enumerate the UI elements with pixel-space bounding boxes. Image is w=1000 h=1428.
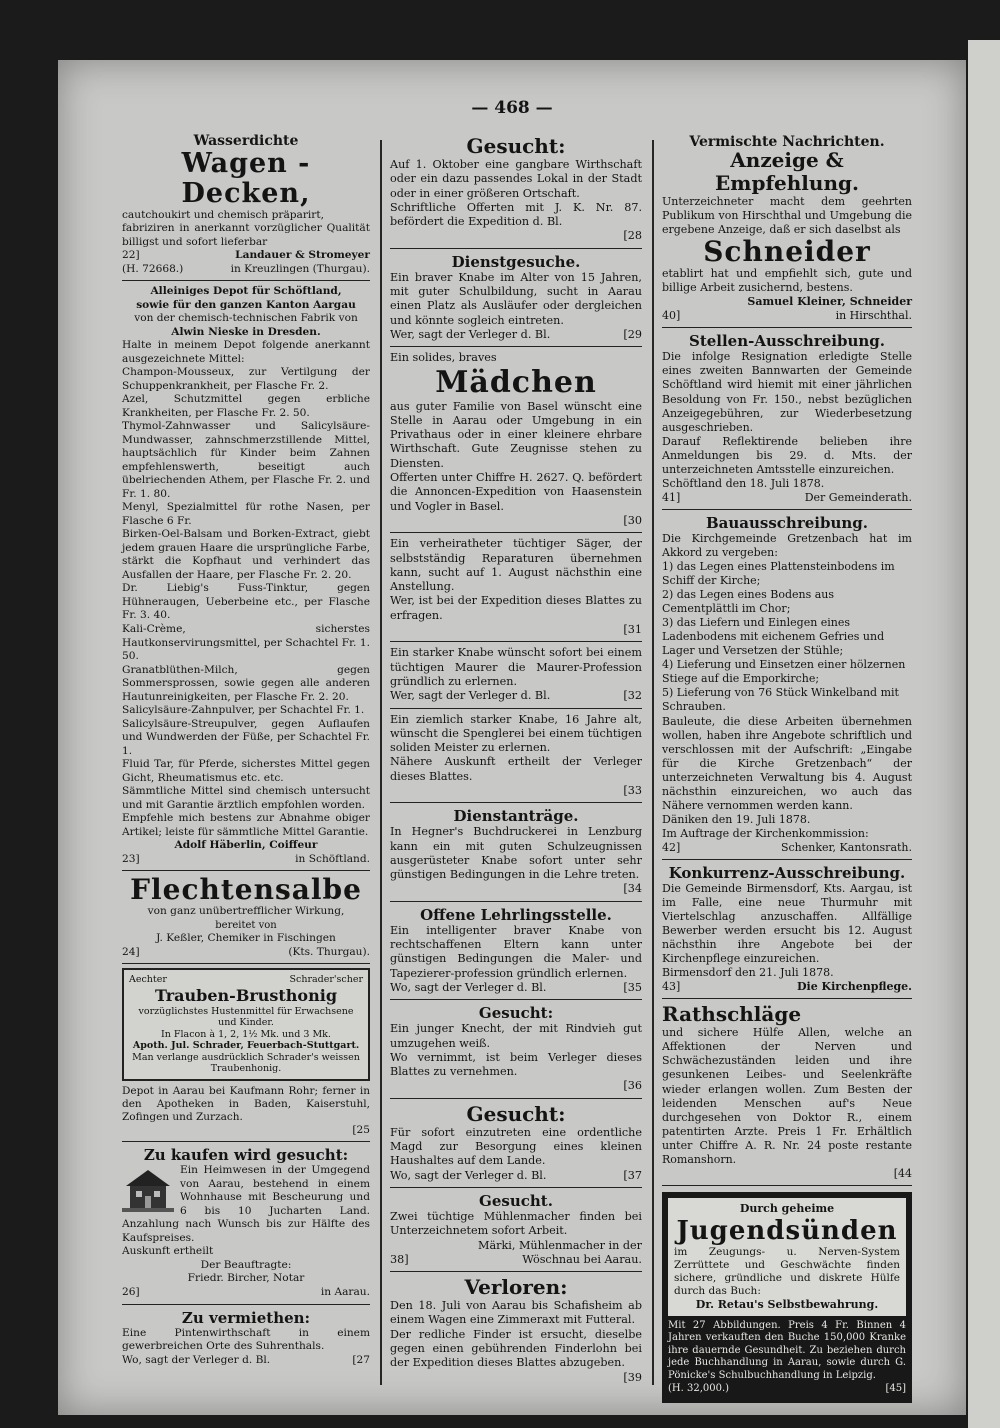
ad-body: Bauleute, die diese Arbeiten übernehmen wollen, haben ihre Angebote schriftlich und verschlossen mit der Aufschrift: „Eingabe für die Kirche Gretzenbach“ der unterzeichneten Verwaltung bis 4. August nächsthin einzureichen, wo auch das Nähere vernommen werden kann. — [662, 714, 912, 812]
ad-place: in Schöftland. — [295, 852, 370, 865]
ad-line: Wer, sagt der Verleger d. Bl. — [390, 689, 551, 703]
ad-line: cautchoukirt und chemisch präparirt, — [122, 208, 324, 221]
ad-number: [44 — [893, 1166, 912, 1180]
ad-date: Schöftland den 18. Juli 1878. — [662, 476, 825, 490]
ad-signature — [122, 249, 370, 263]
ad-signature — [390, 981, 642, 995]
ad-signer: Schenker, Kantonsrath. — [780, 840, 912, 854]
ad-body: aus guter Familie von Basel wünscht eine Stelle in Aarau oder Umgebung in ein Privathaus oder in einer kleinere ehrbare Wirthschaft. Gute Zeugnisse stehen zu Diensten. — [390, 399, 642, 470]
ad-place: in Hirschthal. — [835, 309, 912, 323]
ad-signature — [662, 980, 912, 994]
ad-zu-kaufen — [122, 1146, 370, 1304]
list-item: 3) das Liefern und Einlegen eines Ladenbodens mit eichenem Gefries und Lager und Versetzen der Stühle; — [662, 616, 885, 658]
house-illustration-icon — [122, 1166, 174, 1212]
ad-line: Man verlange ausdrücklich Schrader's weissen Traubenhonig. — [132, 1051, 360, 1075]
ad-gesucht-wirthschaft — [390, 135, 642, 249]
ad-lehrlingsstelle — [390, 906, 642, 1000]
ad-magd — [390, 1103, 642, 1188]
ad-signature — [662, 841, 912, 855]
ad-body: Den 18. Juli von Aarau bis Schafisheim ab einem Wagen eine Zimmeraxt mit Futteral. — [390, 1299, 642, 1327]
ad-spenglerei — [390, 713, 642, 804]
ad-line: Im Auftrage der Kirchenkommission: — [662, 826, 869, 840]
ad-signature — [122, 1286, 370, 1300]
list-item: 1) das Legen eines Plattensteinbodens im Schiff der Kirche; — [662, 559, 895, 588]
ad-title: Gesucht: — [478, 1004, 554, 1023]
product-item: Fluid Tar, für Pferde, sicherstes Mittel gegen Gicht, Rheumatismus etc. etc. — [122, 758, 370, 784]
ad-title: Stellen-Ausschreibung. — [688, 332, 885, 351]
ad-line: Wer, sagt der Verleger d. Bl. — [390, 327, 551, 341]
product-item: Granatblüthen-Milch, gegen Sommersprossen, sowie gegen alle anderen Hautunreinigkeiten, per Flasche Fr. 2. 20. — [122, 663, 370, 703]
product-item: Kali-Crème, sicherstes Hautkonservirungsmittel, per Schachtel Fr. 1. 50. — [122, 622, 370, 663]
ad-date: Däniken den 19. Juli 1878. — [662, 812, 811, 826]
ad-title: Wagen - Decken, — [181, 147, 311, 209]
ad-body: Ein verheiratheter tüchtiger Säger, der selbstständig Reparaturen übernehmen kann, sucht auf 1. August nächsthin eine Anstellung. — [390, 537, 642, 594]
ad-kicker: Durch geheime — [739, 1201, 835, 1215]
section-title: Dienstanträge. — [453, 807, 579, 826]
ad-line: Wo vernimmt, ist beim Verleger dieses Blattes zu vernehmen. — [390, 1050, 642, 1079]
ad-line: Wo, sagt der Verleger d. Bl. — [122, 1353, 271, 1366]
ad-knecht — [390, 1004, 642, 1098]
ad-title: Zu kaufen wird gesucht: — [143, 1146, 349, 1165]
ad-body: Ein intelligenter braver Knabe von rechtschaffenen Eltern kann unter günstigen Bedingungen die Maler- und Tapezierer-profession gründlich erlernen. — [390, 923, 642, 980]
ad-wagen-decken — [122, 135, 370, 281]
list-item: 5) Lieferung von 76 Stück Winkelband mit Schrauben. — [662, 686, 899, 714]
ad-heading: sowie für den ganzen Kanton Aargau — [136, 298, 356, 311]
ad-number: 24] — [122, 945, 140, 958]
ad-number: [33 — [623, 783, 642, 797]
ad-body: Ein ziemlich starker Knabe, 16 Jahre alt, wünscht die Spenglerei bei einem tüchtigen soliden Meister zu erlernen. — [390, 712, 642, 755]
ad-number: [30 — [623, 513, 642, 527]
ad-dienstgesuche — [390, 253, 642, 347]
ad-number: [37 — [623, 1168, 642, 1182]
ad-date: Birmensdorf den 21. Juli 1878. — [662, 966, 834, 980]
ad-verloren — [390, 1276, 642, 1385]
ad-label: Schrader'scher — [289, 974, 363, 986]
product-item: Azel, Schutzmittel gegen erbliche Krankheiten, per Flasche Fr. 2. 50. — [122, 393, 370, 419]
ad-anzeige-empfehlung — [662, 135, 912, 328]
ad-trauben-brusthonig — [122, 968, 370, 1142]
ad-title: Mädchen — [435, 364, 597, 400]
ad-signer: Friedr. Bircher, Notar — [187, 1272, 305, 1285]
ad-body: Schriftliche Offerten mit J. K. Nr. 87. befördert die Expedition d. Bl. — [390, 200, 642, 229]
ad-note: Sämmtliche Mittel sind chemisch untersucht und mit Garantie ärztlich empfohlen worden. — [122, 785, 370, 811]
ad-body: Eine Pintenwirthschaft in einem gewerbreichen Orte des Suhrenthals. — [122, 1326, 370, 1353]
ad-signature — [122, 263, 370, 277]
ad-title: Rathschläge — [662, 1002, 802, 1027]
ad-signature — [662, 491, 912, 505]
ad-signature — [122, 853, 370, 867]
ad-title: Bauausschreibung. — [705, 513, 868, 532]
ad-title: Verloren: — [464, 1275, 568, 1300]
ad-title: Gesucht: — [466, 134, 566, 158]
ad-kicker: Wasserdichte — [193, 133, 299, 149]
ad-title: Gesucht. — [479, 1191, 553, 1210]
ad-book: Dr. Retau's Selbstbewahrung. — [695, 1297, 879, 1311]
ad-signer: Der Gemeinderath. — [804, 490, 912, 504]
framed-advert — [668, 1198, 906, 1316]
ad-signer: Samuel Kleiner, Schneider — [747, 295, 912, 309]
ad-number: 22] — [122, 249, 140, 262]
ad-title: Zu vermiethen: — [181, 1308, 311, 1327]
ad-body: und sichere Hülfe Allen, welche an Affektionen der Nerven und Schwächezuständen leiden und ihre gesunkenen Leibes- und Seelenkräfte wieder erlangen wollen. Zum Besten der leidenden Menschen auf's Neue durchgesehen von Doktor R., einem patentirten Arzte. Preis 1 Fr. Erhältlich unter Chiffre A. R. Nr. 24 poste restante Romanshorn. — [662, 1026, 912, 1166]
ad-place: in Aarau. — [320, 1285, 370, 1298]
ad-muehlenmacher — [390, 1192, 642, 1272]
framed-advert — [122, 968, 370, 1081]
ad-body: Darauf Reflektirende belieben ihre Anmeldungen bis 29. d. Mts. der unterzeichneten Amtsstelle einzureichen. — [662, 434, 912, 476]
product-item: Salicylsäure-Streupulver, gegen Auflaufen und Wundwerden der Füße, per Schachtel Fr. 1. — [122, 717, 370, 757]
adjacent-page-edge — [968, 40, 1000, 1428]
ad-maker: J. Keßler, Chemiker in Fischingen — [156, 932, 336, 945]
ad-reference: (H. 72668.) — [122, 262, 184, 275]
ad-signature — [390, 689, 642, 703]
ad-maker: Alwin Nieske in Dresden. — [171, 325, 321, 338]
ad-body: Die infolge Resignation erledigte Stelle eines zweiten Bannwarten der Gemeinde Schöftland wird hiemit mit einer jährlichen Besoldung von Fr. 150., nebst bezüglichen Anzeigegebühren, zur Wiederbesetzung ausgeschrieben. — [662, 350, 912, 434]
ad-number: 43] — [662, 980, 681, 994]
ad-line: bereitet von — [215, 919, 277, 931]
ad-bauausschreibung — [662, 514, 912, 860]
ad-number: [31 — [623, 623, 642, 637]
newspaper-page — [58, 60, 966, 1415]
ad-line: von der chemisch-technischen Fabrik von — [134, 312, 358, 325]
ad-body: Unterzeichneter macht dem geehrten Publikum von Hirschthal und Umgebung die ergebene Anzeige, daß er sich daselbst als — [662, 195, 912, 237]
ad-saeger — [390, 537, 642, 642]
column-left — [122, 135, 370, 1367]
page-number: — 468 — — [471, 98, 553, 118]
section-title: Dienstgesuche. — [451, 252, 581, 271]
ad-maedchen — [390, 351, 642, 533]
ad-body: Die Gemeinde Birmensdorf, Kts. Aargau, ist im Falle, eine neue Thurmuhr mit Viertelschlag anzuschaffen. Allfällige Bewerber werden ersucht bis 12. August nächsthin ihre Angebote bei der Kirchenpflege einzureichen. — [662, 881, 912, 966]
ad-label: Aechter — [129, 974, 167, 986]
ad-line: fabriziren in anerkannt vorzüglicher Qualität billigst und sofort lieferbar — [122, 222, 370, 248]
ad-title: Trauben-Brusthonig — [155, 985, 337, 1005]
ad-place: Wöschnau bei Aarau. — [522, 1252, 642, 1266]
ad-line: Nähere Auskunft ertheilt der Verleger dieses Blattes. — [390, 755, 642, 783]
ad-number: [27 — [352, 1353, 370, 1366]
ad-line: Ein solides, braves — [390, 351, 497, 365]
ad-line: von ganz unübertrefflicher Wirkung, — [147, 905, 345, 918]
column-rule — [652, 140, 654, 1385]
ad-line: Halte in meinem Depot folgende anerkannt ausgezeichnete Mittel: — [122, 339, 370, 365]
ad-number: [32 — [623, 689, 642, 703]
ad-stellen-ausschreibung — [662, 332, 912, 510]
ad-jugendsuenden — [662, 1192, 912, 1403]
ad-body: Auf 1. Oktober eine gangbare Wirthschaft oder ein dazu passendes Lokal in der Stadt oder in einer größeren Ortschaft. — [390, 158, 642, 200]
ad-top-labels — [129, 974, 363, 986]
product-item: Salicylsäure-Zahnpulver, per Schachtel Fr. 1. — [122, 704, 365, 717]
ad-body: In Hegner's Buchdruckerei in Lenzburg kann ein mit guten Schulzeugnissen ausgerüsteter Knabe sofort unter sehr günstigen Bedingungen in die Lehre treten. — [390, 825, 642, 882]
ad-footer: Mit 27 Abbildungen. Preis 4 Fr. Binnen 4 Jahren verkauften den Buche 150,000 Kranke ihre dauernde Gesundheit. Zu beziehen durch jede Buchhandlung in Aarau, sowie durch G. Pönicke's Schulbuchhandlung in Leipzig. — [668, 1319, 906, 1381]
ad-signature — [390, 1169, 642, 1183]
ad-body: Zwei tüchtige Mühlenmacher finden bei Unterzeichnetem sofort Arbeit. — [390, 1209, 642, 1238]
ad-number: [28 — [623, 229, 642, 243]
ad-number: 42] — [662, 840, 681, 854]
ad-number: [36 — [623, 1079, 642, 1093]
ad-signer: Adolf Häberlin, Coiffeur — [174, 839, 318, 852]
ad-trade: Schneider — [703, 235, 871, 269]
ad-number: [39 — [623, 1370, 642, 1384]
ad-line: Apoth. Jul. Schrader, Feuerbach-Stuttgart. — [132, 1040, 360, 1052]
ad-signature — [390, 1253, 642, 1267]
ad-line: Der Beauftragte: — [200, 1258, 292, 1271]
ad-body: Die Kirchgemeinde Gretzenbach hat im Akkord zu vergeben: — [662, 531, 912, 559]
list-item: 2) das Legen eines Bodens aus Cementplättli im Chor; — [662, 588, 835, 616]
ad-signature — [668, 1382, 906, 1396]
ad-title: Flechtensalbe — [130, 873, 362, 907]
ad-place: in Kreuzlingen (Thurgau). — [230, 262, 370, 275]
ad-title: Gesucht: — [466, 1101, 566, 1126]
ad-number: [34 — [623, 882, 642, 896]
ad-line: In Flacon à 1, 2, 1½ Mk. und 3 Mk. — [161, 1028, 331, 1040]
ad-body: Ein braver Knabe im Alter von 15 Jahren, mit guter Schulbildung, sucht in Aarau einen Platz als Ausläufer oder dergleichen und könnte sogleich eintreten. — [390, 270, 642, 327]
ad-body: Für sofort einzutreten eine ordentliche Magd zur Besorgung eines kleinen Haushaltes auf dem Lande. — [390, 1125, 642, 1168]
ad-place: (Kts. Thurgau). — [288, 945, 370, 958]
product-item: Champon-Mousseux, zur Vertilgung der Schuppenkrankheit, per Flasche Fr. 2. — [122, 366, 370, 392]
ad-title: Jugendsünden — [676, 1215, 898, 1246]
ad-reference: (H. 32,000.) — [668, 1383, 730, 1395]
ad-title: Offene Lehrlingsstelle. — [420, 905, 612, 924]
ad-body: im Zeugungs- u. Nerven-System Zerrüttete und Geschwächte finden sichere, gründliche und diskrete Hülfe durch das Buch: — [674, 1245, 900, 1297]
ad-number: 38] — [390, 1252, 409, 1266]
ad-maurer — [390, 646, 642, 708]
ad-depot-schoeftland — [122, 285, 370, 871]
ad-line: Auskunft ertheilt — [122, 1245, 214, 1258]
ad-zu-vermiethen — [122, 1309, 370, 1368]
ad-number: 40] — [662, 309, 681, 323]
ad-depot: Depot in Aarau bei Kaufmann Rohr; ferner in den Apotheken in Baden, Kaiserstuhl, Zofingen und Zurzach. — [122, 1084, 370, 1123]
ad-note: Empfehle mich bestens zur Abnahme obiger Artikel; leiste für sämmtliche Mittel Garantie. — [122, 812, 370, 838]
ad-title: Anzeige & Empfehlung. — [715, 148, 859, 196]
ad-body: Ein starker Knabe wünscht sofort bei einem tüchtigen Maurer die Maurer-Profession gründlich zu erlernen. — [390, 646, 642, 688]
column-rule — [380, 140, 382, 1385]
ad-body: Ein Heimwesen in der Umgegend von Aarau, bestehend in einem Wohnhause mit Bescheurung und 6 bis 10 Jucharten Land. Anzahlung nach Wunsch bis zur Hälfte des Kaufspreises. — [122, 1164, 370, 1244]
ad-line: Wer, ist bei der Expedition dieses Blattes zu erfragen. — [390, 594, 642, 622]
ad-dienstantraege — [390, 807, 642, 901]
ad-body: Ein junger Knecht, der mit Rindvieh gut umzugehen weiß. — [390, 1022, 642, 1050]
ad-firm: Landauer & Stromeyer — [235, 249, 370, 262]
ad-body: Offerten unter Chiffre H. 2627. Q. befördert die Annoncen-Expedition von Haasenstein und Vogler in Basel. — [390, 471, 642, 513]
ad-signature — [122, 946, 370, 960]
ad-konkurrenz-ausschreibung — [662, 864, 912, 999]
section-title: Vermischte Nachrichten. — [689, 134, 885, 150]
list-item: 4) Lieferung und Einsetzen einer hölzernen Stiege auf die Emporkirche; — [662, 658, 906, 686]
product-item: Menyl, Spezialmittel für rothe Nasen, per Flasche 6 Fr. — [122, 501, 370, 527]
ad-number: [25 — [352, 1123, 370, 1136]
ad-body: etablirt hat und empfiehlt sich, gute und billige Arbeit zusichernd, bestens. — [662, 267, 912, 295]
ad-line: Wo, sagt der Verleger d. Bl. — [390, 1168, 547, 1182]
ad-line: vorzüglichstes Hustenmittel für Erwachsene und Kinder. — [138, 1005, 354, 1029]
product-item: Thymol-Zahnwasser und Salicylsäure-Mundwasser, zahnschmerzstillende Mittel, hauptsächlich für Kinder beim Zahnen empfehlenswerth, beseitigt auch übelriechenden Athem, per Flasche Fr. 2. und Fr. 1. 80. — [122, 420, 370, 500]
column-middle — [390, 135, 642, 1385]
ad-number: 23] — [122, 852, 140, 865]
ad-signer: Märki, Mühlenmacher in der — [478, 1238, 642, 1252]
ad-number: [35 — [623, 980, 642, 994]
ad-body: Der redliche Finder ist ersucht, dieselbe gegen einen gebührenden Finderlohn bei der Expedition dieses Blattes abzugeben. — [390, 1327, 642, 1370]
ad-title: Konkurrenz-Ausschreibung. — [668, 863, 906, 882]
ad-signature — [390, 328, 642, 342]
ad-signature — [662, 309, 912, 323]
product-item: Birken-Oel-Balsam und Borken-Extract, giebt jedem grauen Haare die ursprüngliche Farbe, stärkt die Kopfhaut und verhindert das Ausfallen der Haare, per Flasche Fr. 2. 20. — [122, 528, 370, 581]
ad-number: 41] — [662, 490, 681, 504]
ad-heading: Alleiniges Depot für Schöftland, — [150, 285, 342, 298]
ad-number: [29 — [623, 327, 642, 341]
ad-flechtensalbe — [122, 875, 370, 964]
ad-number: 26] — [122, 1285, 140, 1298]
ad-number: [45] — [885, 1383, 906, 1395]
ad-line: Wo, sagt der Verleger d. Bl. — [390, 980, 547, 994]
ad-signature — [122, 1354, 370, 1368]
product-item: Dr. Liebig's Fuss-Tinktur, gegen Hühneraugen, Ueberbeine etc., per Flasche Fr. 3. 40. — [122, 582, 370, 622]
ad-signer: Die Kirchenpflege. — [797, 980, 912, 994]
column-right — [662, 135, 912, 1403]
ad-rathschlaege — [662, 1003, 912, 1186]
